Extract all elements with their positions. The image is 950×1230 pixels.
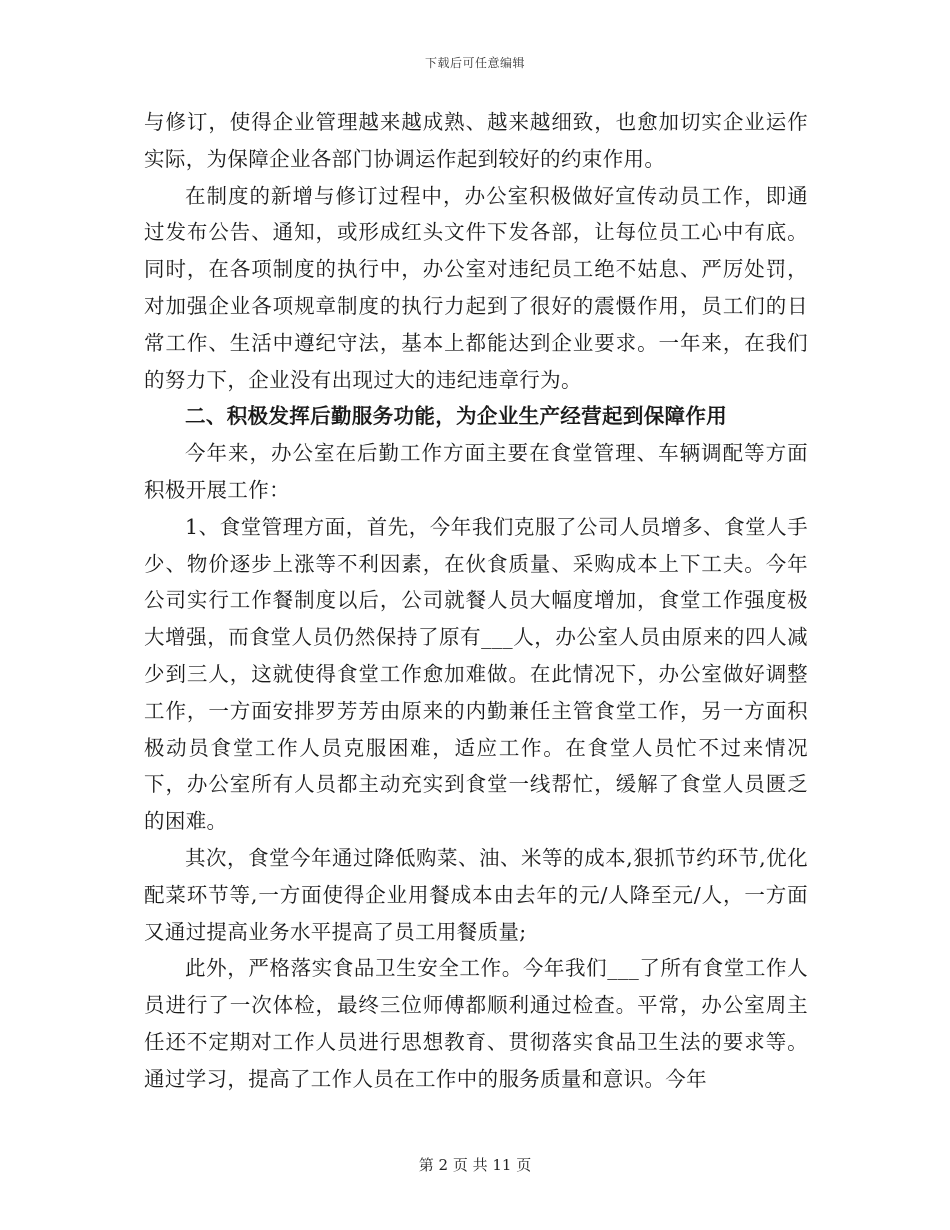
paragraph-logistics-intro: 今年来，办公室在后勤工作方面主要在食堂管理、车辆调配等方面积极开展工作： bbox=[144, 441, 808, 502]
page-number: 第 2 页 共 11 页 bbox=[418, 1156, 532, 1174]
paragraph-canteen-management: 1、食堂管理方面，首先，今年我们克服了公司人员增多、食堂人手少、物价逐步上涨等不利因素，在伙食质量、采购成本上下工夫。今年公司实行工作餐制度以后，公司就餐人员大幅度增加，食堂工作强度极大增强，而食堂人员仍然保持了原有___人，办公室人员由原来的四人减少到三人，这就使得食堂工作愈加难做。在此情况下，办公室做好调整工作，一方面安排罗芳芳由原来的内勤兼任主管食堂工作，另一方面积极动员食堂工作人员克服困难，适应工作。在食堂人员忙不过来情况下，办公室所有人员都主动充实到食堂一线帮忙，缓解了食堂人员匮乏的困难。 bbox=[144, 514, 808, 834]
paragraph-system-revision: 在制度的新增与修订过程中，办公室积极做好宣传动员工作，即通过发布公告、通知，或形成红头文件下发各部，让每位员工心中有底。同时，在各项制度的执行中，办公室对违纪员工绝不姑息、严厉处罚，对加强企业各项规章制度的执行力起到了很好的震慑作用，员工们的日常工作、生活中遵纪守法，基本上都能达到企业要求。一年来，在我们的努力下，企业没有出现过大的违纪违章行为。 bbox=[144, 183, 808, 392]
page-header: 下载后可任意编辑 bbox=[424, 56, 525, 70]
paragraph-canteen-cost: 其次，食堂今年通过降低购菜、油、米等的成本,狠抓节约环节,优化配菜环节等,一方面使得企业用餐成本由去年的元/人降至元/人，一方面又通过提高业务水平提高了员工用餐质量; bbox=[144, 845, 808, 944]
paragraph-food-safety: 此外，严格落实食品卫生安全工作。今年我们___了所有食堂工作人员进行了一次体检，最终三位师傅都顺利通过检查。平常，办公室周主任还不定期对工作人员进行思想教育、贯彻落实食品卫生法的要求等。通过学习，提高了工作人员在工作中的服务质量和意识。今年 bbox=[144, 956, 808, 1091]
section-heading: 二、积极发挥后勤服务功能，为企业生产经营起到保障作用 bbox=[185, 404, 728, 429]
paragraph-continuation: 与修订，使得企业管理越来越成熟、越来越细致，也愈加切实企业运作实际，为保障企业各部门协调运作起到较好的约束作用。 bbox=[144, 110, 808, 171]
document-body bbox=[144, 104, 808, 1098]
